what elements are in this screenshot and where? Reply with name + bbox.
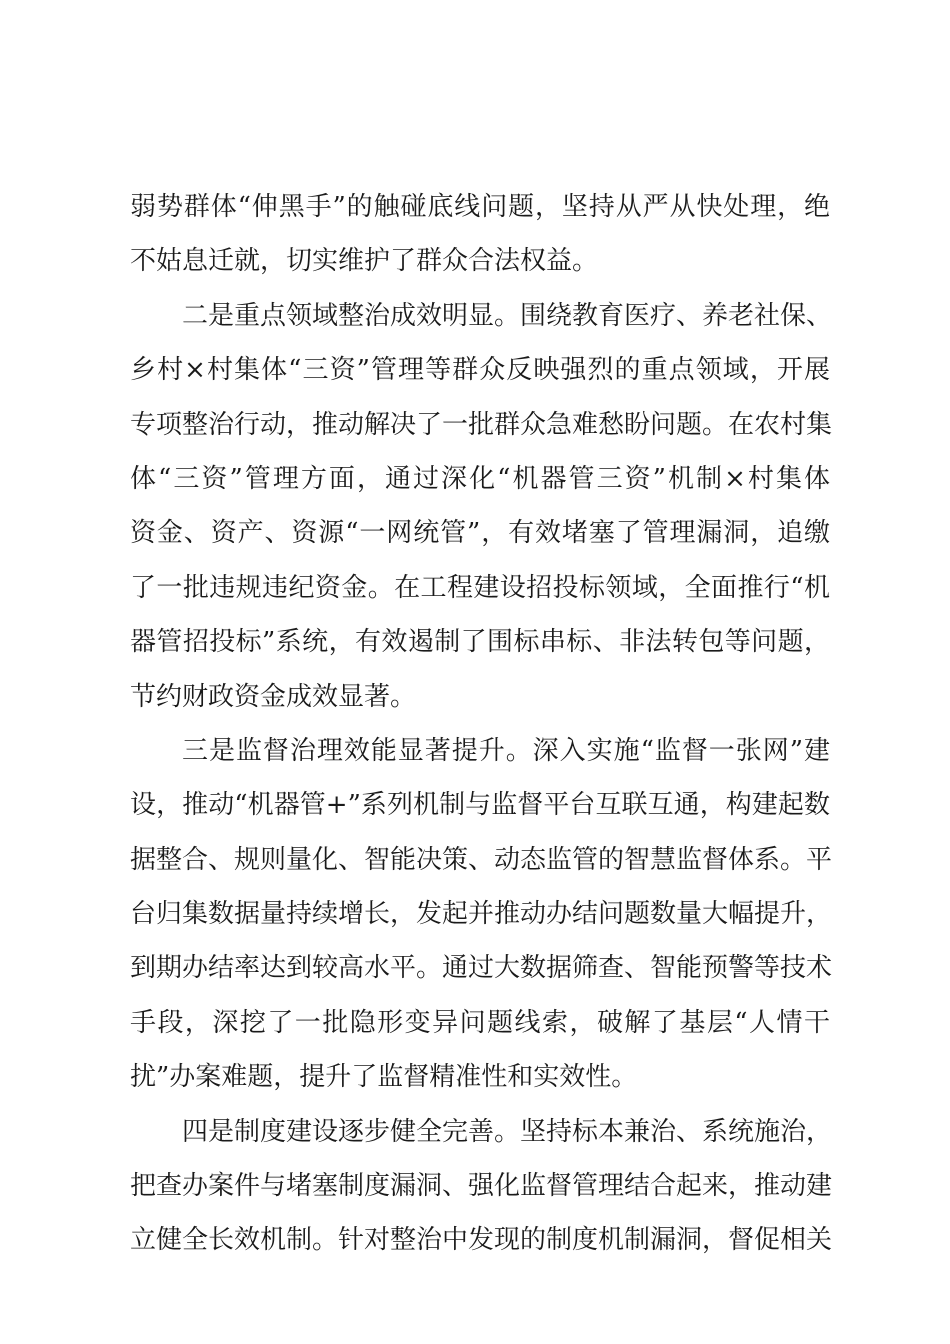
paragraph-2 [130,289,833,724]
paragraph-4 [130,1105,833,1268]
text-line: 二是重点领域整治成效明显。围绕教育医疗、养老社保、 [182,300,833,331]
text-line: 不姑息迁就，切实维护了群众合法权益。 [130,246,599,277]
text-line: 扰”办案难题，提升了监督精准性和实效性。 [130,1062,638,1093]
document-body [130,180,833,1268]
text-line: 节约财政资金成效显著。 [130,681,417,712]
text-line: 手段，深挖了一批隐形变异问题线索，破解了基层“人情干 [130,1007,830,1038]
text-line: 专项整治行动，推动解决了一批群众急难愁盼问题。在农村集 [130,409,833,440]
text-line: 了一批违规违纪资金。在工程建设招投标领域，全面推行“机 [130,572,830,603]
text-line: 三是监督治理效能显著提升。深入实施“监督一张网”建 [182,735,830,766]
text-line: 弱势群体“伸黑手”的触碰底线问题，坚持从严从快处理，绝 [130,192,830,222]
text-line: 体“三资”管理方面，通过深化“机器管三资”机制×村集体 [130,463,830,494]
text-line: 立健全长效机制。针对整治中发现的制度机制漏洞，督促相关 [130,1225,833,1256]
text-line: 设，推动“机器管+”系列机制与监督平台互联互通，构建起数 [130,790,830,821]
paragraph-3 [130,724,833,1105]
text-line: 把查办案件与堵塞制度漏洞、强化监督管理结合起来，推动建 [130,1171,833,1202]
text-line: 乡村×村集体“三资”管理等群众反映强烈的重点领域，开展 [130,355,830,386]
text-line: 资金、资产、资源“一网统管”，有效堵塞了管理漏洞，追缴 [130,518,830,549]
text-line: 据整合、规则量化、智能决策、动态监管的智慧监督体系。平 [130,844,833,875]
text-line: 器管招投标”系统，有效遏制了围标串标、非法转包等问题， [130,627,830,658]
text-line: 到期办结率达到较高水平。通过大数据筛查、智能预警等技术 [130,953,833,984]
text-line: 四是制度建设逐步健全完善。坚持标本兼治、系统施治， [182,1116,833,1147]
text-line: 台归集数据量持续增长，发起并推动办结问题数量大幅提升， [130,899,833,930]
paragraph-1 [130,180,830,289]
